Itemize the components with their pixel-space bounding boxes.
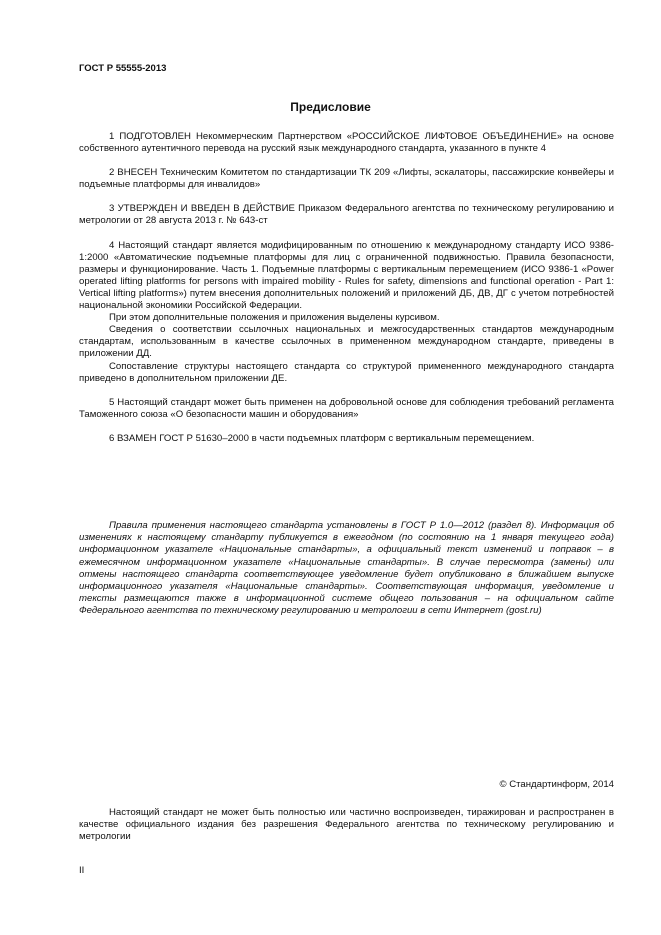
notice-text: Настоящий стандарт не может быть полностью или частично воспроизведен, тиражирован и распространен в качестве официального издания без разрешения Федерального агентства по техническому регулированию и метрологии bbox=[79, 807, 614, 843]
copyright-line: © Стандартинформ, 2014 bbox=[499, 779, 614, 790]
italic-note-text: Правила применения настоящего стандарта установлены в ГОСТ Р 1.0—2012 (раздел 8). Информация об изменениях к настоящему стандарту публикуется в ежегодном (по состоянию на 1 января текущего года) информационном указателе «Национальные стандарты», а официальный текст изменений и поправок – в ежемесячном информационном указателе «Национальные стандарты». В случае пересмотра (замены) или отмены настоящего стандарта соответствующее уведомление будет опубликовано в ближайшем выпуске информационного указателя «Национальные стандарты». Соответствующая информация, уведомление и тексты размещаются также в информационной системе общего пользования – на официальном сайте Федерального агентства по техническому регулированию и метрологии в сети Интернет (gost.ru) bbox=[79, 520, 614, 617]
page-title: Предисловие bbox=[290, 100, 371, 114]
standard-code-header: ГОСТ Р 55555-2013 bbox=[79, 63, 167, 74]
paragraph-5: 5 Настоящий стандарт может быть применен на добровольной основе для соблюдения требований регламента Таможенного союза «О безопасности машин и оборудования» bbox=[79, 396, 614, 420]
paragraph-4-references: Сведения о соответствии ссылочных национальных и межгосударственных стандартов международным стандартам, использованным в качестве ссылочных в примененном международном стандарте, приведены в приложении ДД. bbox=[79, 324, 614, 360]
paragraph-4: 4 Настоящий стандарт является модифицированным по отношению к международному стандарту ИСО 9386-1:2000 «Автоматические подъемные платформы для лиц с ограниченной подвижностью. Правила безопасности, размеры и функционирование. Часть 1. Подъемные платформы с вертикальным перемещением (ИСО 9386-1 «Power operated lifting platforms for persons with impaired mobility - Rules for safety, dimensions and functional operation - Part 1: Vertical lifting platforms») путем внесения дополнительных положений и приложений ДБ, ДВ, ДГ с учетом потребностей национальной экономики Российской Федерации. bbox=[79, 239, 614, 312]
paragraph-1: 1 ПОДГОТОВЛЕН Некоммерческим Партнерством «РОССИЙСКОЕ ЛИФТОВОЕ ОБЪЕДИНЕНИЕ» на основе собственного аутентичного перевода на русский язык международного стандарта, указанного в пункте 4 bbox=[79, 131, 614, 155]
foreword-body bbox=[79, 131, 614, 445]
reproduction-notice bbox=[79, 807, 614, 843]
paragraph-4-italic-note: При этом дополнительные положения и приложения выделены курсивом. bbox=[109, 312, 440, 324]
paragraph-2: 2 ВНЕСЕН Техническим Комитетом по стандартизации ТК 209 «Лифты, эскалаторы, пассажирские конвейеры и подъемные платформы для инвалидов» bbox=[79, 167, 614, 191]
paragraph-3: 3 УТВЕРЖДЕН И ВВЕДЕН В ДЕЙСТВИЕ Приказом Федерального агентства по техническому регулированию и метрологии от 28 августа 2013 г. № 643-ст bbox=[79, 203, 614, 227]
paragraph-6: 6 ВЗАМЕН ГОСТ Р 51630–2000 в части подъемных платформ с вертикальным перемещением. bbox=[109, 432, 535, 444]
page-number: II bbox=[79, 865, 85, 876]
paragraph-4-structure: Сопоставление структуры настоящего стандарта со структурой примененного международного стандарта приведено в дополнительном приложении ДЕ. bbox=[79, 360, 614, 384]
application-rules-note bbox=[79, 520, 614, 618]
